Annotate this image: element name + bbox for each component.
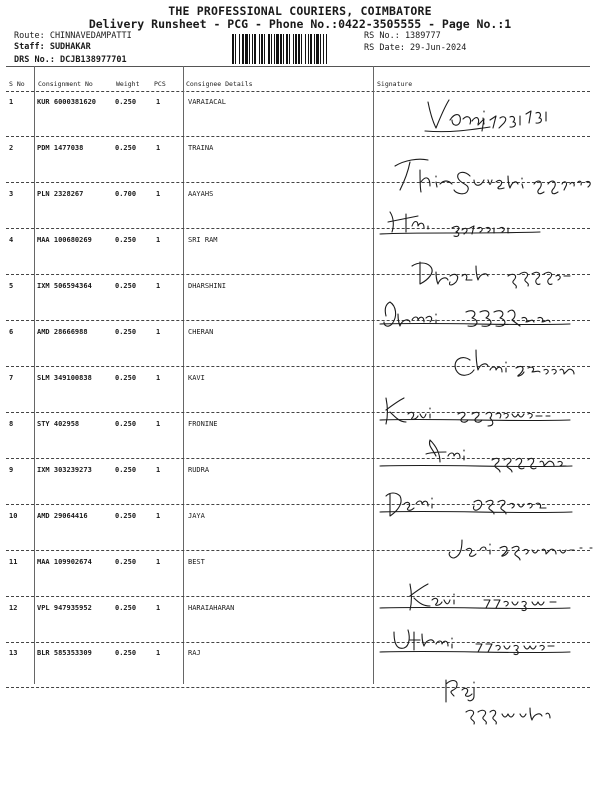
row-consignee: RAJ — [188, 649, 201, 657]
row-pcs: 1 — [156, 649, 161, 657]
row-sno: 11 — [9, 558, 18, 566]
row-consignment: MAA 100680269 — [37, 236, 92, 244]
row-weight: 0.250 — [115, 604, 137, 612]
row-weight: 0.250 — [115, 144, 137, 152]
signature-13 — [446, 680, 550, 724]
staff-label: Staff: SUDHAKAR — [14, 42, 91, 52]
signature-10 — [449, 540, 592, 560]
row-consignment: IXM 303239273 — [37, 466, 92, 474]
row-consignment: BLR 585353309 — [37, 649, 92, 657]
row-weight: 0.250 — [115, 420, 137, 428]
row-weight: 0.250 — [115, 374, 137, 382]
row-consignment: VPL 947935952 — [37, 604, 92, 612]
row-consignee: TRAINA — [188, 144, 214, 152]
signature-5 — [380, 302, 570, 326]
drs-number: DRS No.: DCJB138977701 — [14, 55, 127, 65]
row-weight: 0.250 — [115, 282, 137, 290]
runsheet-title: Delivery Runsheet - PCG - Phone No.:0422-3505555 - Page No.:1 — [88, 17, 512, 31]
signature-11 — [380, 584, 570, 611]
row-consignment: KUR 6000381620 — [37, 98, 97, 106]
row-pcs: 1 — [156, 236, 161, 244]
row-pcs: 1 — [156, 328, 161, 336]
row-sno: 2 — [9, 144, 14, 152]
signature-3 — [380, 212, 540, 236]
row-sno: 4 — [9, 236, 14, 244]
row-consignee: SRI RAM — [188, 236, 218, 244]
row-pcs: 1 — [156, 144, 161, 152]
signature-1 — [425, 100, 546, 132]
row-consignment: AMD 28666988 — [37, 328, 88, 336]
signature-8 — [380, 440, 572, 472]
row-sno: 1 — [9, 98, 14, 106]
row-sno: 6 — [9, 328, 14, 336]
row-weight: 0.250 — [115, 328, 137, 336]
row-sno: 3 — [9, 190, 14, 198]
row-weight: 0.250 — [115, 558, 137, 566]
row-consignee: BEST — [188, 558, 205, 566]
row-consignment: AMD 29064416 — [37, 512, 88, 520]
rs-number: RS No.: 1389777 — [364, 31, 441, 41]
row-consignment: PLN 2328267 — [37, 190, 84, 198]
row-consignee: DHARSHINI — [188, 282, 226, 290]
row-sno: 9 — [9, 466, 14, 474]
row-sno: 13 — [9, 649, 18, 657]
row-sno: 10 — [9, 512, 18, 520]
row-consignment: SLM 349100838 — [37, 374, 92, 382]
signature-4 — [412, 262, 570, 288]
row-consignee: RUDRA — [188, 466, 210, 474]
row-consignment: MAA 109902674 — [37, 558, 92, 566]
row-consignee: VARAIACAL — [188, 98, 226, 106]
row-weight: 0.250 — [115, 466, 137, 474]
row-pcs: 1 — [156, 374, 161, 382]
header-pcs: PCS — [154, 80, 166, 88]
company-title: THE PROFESSIONAL COURIERS, COIMBATORE — [168, 4, 432, 18]
row-sno: 8 — [9, 420, 14, 428]
row-consignee: JAYA — [188, 512, 205, 520]
signature-2 — [395, 159, 590, 194]
row-pcs: 1 — [156, 512, 161, 520]
row-consignment: STY 402958 — [37, 420, 80, 428]
row-pcs: 1 — [156, 604, 161, 612]
row-pcs: 1 — [156, 558, 161, 566]
row-consignment: PDM 1477038 — [37, 144, 84, 152]
row-weight: 0.250 — [115, 512, 137, 520]
row-pcs: 1 — [156, 420, 161, 428]
row-consignee: FRONINE — [188, 420, 218, 428]
row-pcs: 1 — [156, 282, 161, 290]
header-sno: S No — [9, 80, 25, 88]
header-weight: Weight — [116, 80, 140, 88]
row-consignee: HARAIAHARAN — [188, 604, 235, 612]
signature-6 — [455, 350, 574, 376]
row-consignee: KAVI — [188, 374, 205, 382]
signature-9 — [380, 493, 572, 516]
row-pcs: 1 — [156, 466, 161, 474]
row-sno: 12 — [9, 604, 18, 612]
route-label: Route: CHINNAVEDAMPATTI — [14, 31, 132, 41]
header-consignee: Consignee Details — [186, 80, 253, 88]
row-sno: 5 — [9, 282, 14, 290]
signature-12 — [380, 630, 570, 655]
row-consignment: IXM 506594364 — [37, 282, 92, 290]
row-weight: 0.250 — [115, 98, 137, 106]
row-pcs: 1 — [156, 98, 161, 106]
header-signature: Signature — [377, 80, 413, 88]
signature-7 — [380, 398, 570, 426]
row-consignee: CHERAN — [188, 328, 214, 336]
row-weight: 0.250 — [115, 236, 137, 244]
row-consignee: AAYAHS — [188, 190, 214, 198]
rs-date: RS Date: 29-Jun-2024 — [364, 43, 467, 53]
row-weight: 0.250 — [115, 649, 137, 657]
row-sno: 7 — [9, 374, 14, 382]
header-consignment: Consignment No — [38, 80, 93, 88]
row-pcs: 1 — [156, 190, 161, 198]
row-weight: 0.700 — [115, 190, 137, 198]
